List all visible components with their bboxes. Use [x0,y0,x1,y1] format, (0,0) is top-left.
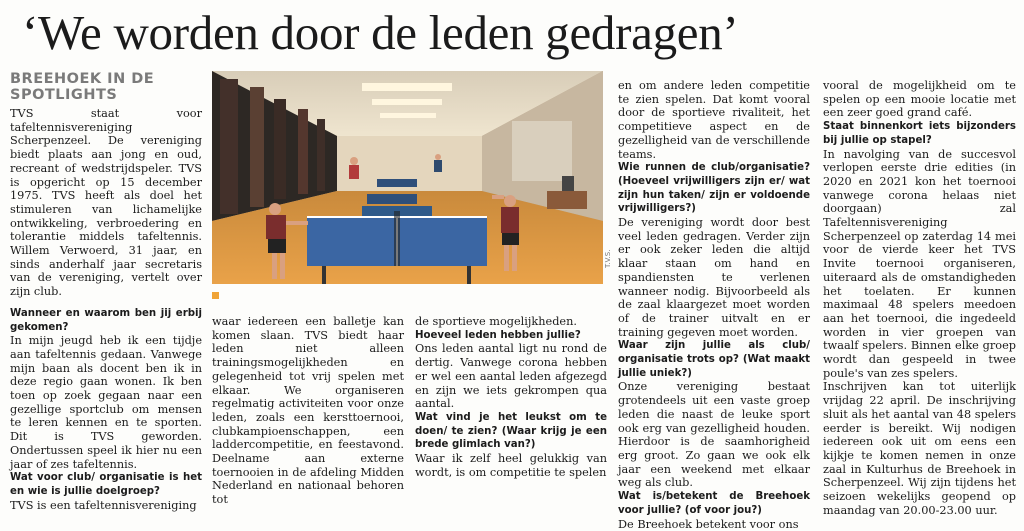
answer: TVS is een tafeltennisvereniging [10,499,202,513]
intro-paragraph: TVS staat voor tafeltennisvereniging Scherpenzeel. De vereniging biedt plaats aan jong en oud, recreant of wedstrijdspeler. TVS is opgericht op 15 december 1975. TVS heeft als doel het stimuleren van lichamelijke ontwikkeling, verbroedering en tolerantie middels tafeltennis. Willem Verwoerd, 31 jaar, en sinds anderhalf jaar secretaris van de vereniging, vertelt over zijn club. [10,107,202,299]
answer: In navolging van de succesvol verlopen eerste drie edities (in 2020 en 2021 kon het toernooi vanwege corona helaas niet doorgaan) zal Tafeltennisvereniging Scherpenzeel op zaterdag 14 mei voor de vierde keer het TVS Invite toernooi organiseren, uiteraard als de omstandigheden het toelaten. Er kunnen maximaal 48 spelers meedoen aan het toernooi, die ingedeeld worden in vier groepen van twaalf spelers. Binnen elke groep wordt dan gespeeld in twee poule's van zes spelers. [823,148,1016,381]
column-4 [618,79,810,531]
question: Wat voor club/ organisatie is het en wie is jullie doelgroep? [10,471,202,498]
column-3 [415,315,607,479]
table-tennis-hall-photo [212,71,603,284]
question: Wat is/betekent de Breehoek voor jullie? (of voor jou?) [618,490,810,517]
headline: ‘We worden door de leden gedragen’ [22,4,738,62]
column-1 [10,72,202,512]
answer: Onze vereniging bestaat grotendeels uit een vaste groep leden die naast de leuke sport ook erg van gezelligheid houden. Hierdoor is de saamhorigheid erg groot. Zo gaan we ook elk jaar een weekend met elkaar weg als club. [618,380,810,490]
orange-bullet-icon [212,292,219,299]
question: Wat vind je het leukst om te doen/ te zien? (Waar krijg je een brede glimlach van?) [415,411,607,452]
section-kicker: BREEHOEK IN DE SPOTLIGHTS [10,72,202,103]
answer: De vereniging wordt door best veel leden gedragen. Verder zijn er ook zeker leden die altijd klaar staan om hand en spandiensten te verlenen wanneer nodig. Bijvoorbeeld als de zaal klaargezet moet worden of de trainer uitvalt en er training gegeven moet worden. [618,216,810,339]
question: Hoeveel leden hebben jullie? [415,329,607,343]
photo-credit: T.V.S. [604,250,612,268]
answer: Ons leden aantal ligt nu rond de dertig. Vanwege corona hebben er wel een aantal leden afgezegd en zijn we iets gekrompen qua aantal. [415,342,607,411]
question: Staat binnenkort iets bijzonders bij jullie op stapel? [823,120,1016,147]
answer: In mijn jeugd heb ik een tijdje aan tafeltennis gedaan. Vanwege mijn baan als docent ben ik in deze regio gaan wonen. Ik ben toen op zoek gegaan naar een gezellige sportclub om mensen te leren kennen en te sporten. Dit is TVS geworden. Ondertussen speel ik hier nu een jaar of zes tafeltennis. [10,334,202,471]
question: Waar zijn jullie als club/ organisatie trots op? (Wat maakt jullie uniek?) [618,339,810,380]
column-5 [823,79,1016,518]
answer: Inschrijven kan tot uiterlijk vrijdag 22 april. De inschrijving sluit als het aantal van 48 spelers eerder is bereikt. Wij nodigen iedereen ook uit om eens een kijkje te komen nemen in onze zaal in Kulturhus de Breehoek in Scherpenzeel. Wij zijn tijdens het seizoen wekelijks geopend op maandag van 20.00-23.00 uur. [823,380,1016,517]
paragraph: de sportieve mogelijkheden. [415,315,607,329]
question: Wie runnen de club/organisatie? (Hoeveel vrijwilligers zijn er/ wat zijn hun taken/ zijn er voldoende vrijwilligers?) [618,161,810,216]
answer: Waar ik zelf heel gelukkig van wordt, is om competitie te spelen [415,452,607,479]
question: Wanneer en waarom ben jij erbij gekomen? [10,307,202,334]
answer: De Breehoek betekent voor ons [618,518,810,531]
paragraph: waar iedereen een balletje kan komen slaan. TVS biedt haar leden niet alleen trainingsmogelijkheden en gelegenheid tot vrij spelen met elkaar. We organiseren regelmatig activiteiten voor onze leden, zoals een kersttoernooi, clubkampioenschappen, een laddercompetitie, en feestavond. Deelname aan externe toernooien in de afdeling Midden Nederland en nationaal behoren tot [212,315,404,507]
column-2 [212,315,404,507]
paragraph: vooral de mogelijkheid om te spelen op een mooie locatie met een zeer goed grand café. [823,79,1016,120]
paragraph: en om andere leden competitie te zien spelen. Dat komt vooral door de sportieve rivaliteit, het competitieve aspect en de gezelligheid van de verschillende teams. [618,79,810,161]
